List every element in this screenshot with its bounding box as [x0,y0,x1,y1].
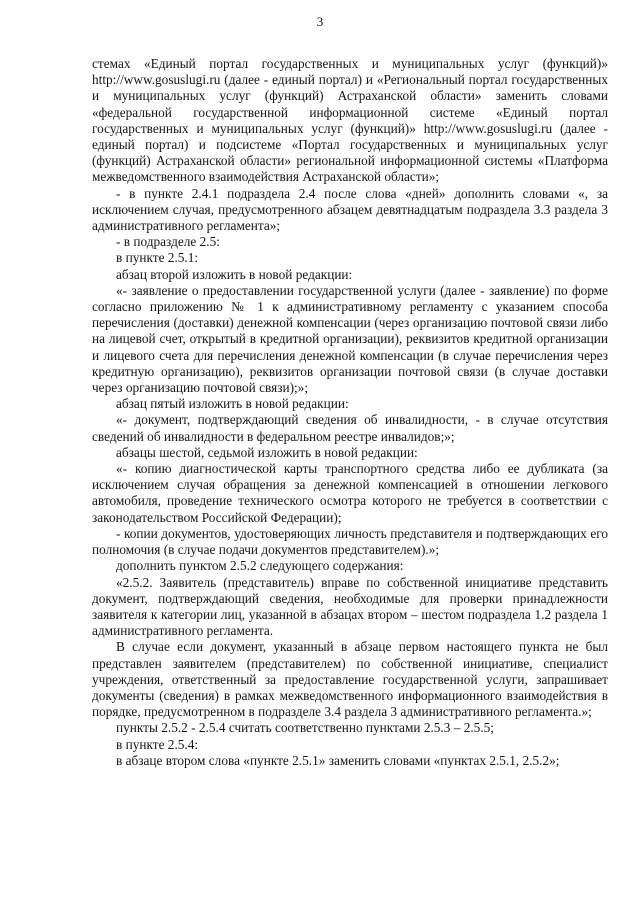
paragraph-14: В случае если документ, указанный в абзаце первом настоящего пункта не был представлен заявителем (представителем) по собственной инициативе, специалист учреждения, ответственный за предоставление государственной услуги, запрашивает документы (сведения) в рамках межведомственного информационного взаимодействия в порядке, предусмотренном в подразделе 3.4 раздела 3 административного регламента.»; [92,639,608,720]
paragraph-9: абзацы шестой, седьмой изложить в новой редакции: [116,444,418,460]
paragraph-5: абзац второй изложить в новой редакции: [116,266,353,282]
paragraph-16: в пункте 2.5.4: [116,736,199,752]
document-body [92,56,608,769]
paragraph-1: стемах «Единый портал государственных и муниципальных услуг (функций)» http://www.gosuslugi.ru (далее - единый портал) и «Региональный портал государственных и муниципальных услуг (функций) Астраханской области» заменить словами «федеральной государственной информационной системе «Единый портал государственных и муниципальных услуг (функций)» http://www.gosuslugi.ru (далее - единый портал) и подсистеме «Портал государственных и муниципальных услуг (функций) Астраханской области» региональной информационной системы «Платформа межведомственного взаимодействия Астраханской области»; [92,56,608,185]
paragraph-12: дополнить пунктом 2.5.2 следующего содержания: [116,558,404,574]
paragraph-3: - в подразделе 2.5: [116,234,220,250]
paragraph-10: «- копию диагностической карты транспортного средства либо ее дубликата (за исключением случая обращения за денежной компенсацией в отношении легкового автомобиля, проведение технического осмотра которого не требуется в соответствии с законодательством Российской Федерации); [92,461,608,525]
page-number: 3 [316,14,324,29]
paragraph-6: «- заявление о предоставлении государственной услуги (далее - заявление) по форме согласно приложению № 1 к административному регламенту с указанием способа перечисления (доставки) денежной компенсации (через организацию почтовой связи либо на лицевой счет, открытый в кредитной организации), реквизитов кредитной организации и лицевого счета для перечисления денежной компенсации (в случае перечисления через кредитную организацию), реквизитов организации почтовой связи (в случае доставки через организацию почтовой связи);»; [92,282,608,396]
paragraph-2: - в пункте 2.4.1 подраздела 2.4 после слова «дней» дополнить словами «, за исключением случая, предусмотренного абзацем девятнадцатым подраздела 3.3 раздела 3 административного регламента»; [92,185,608,234]
paragraph-13: «2.5.2. Заявитель (представитель) вправе по собственной инициативе представить документ, подтверждающий сведения, необходимые для проверки принадлежности заявителя к категории лиц, указанной в абзацах втором – шестом подраздела 1.2 раздела 1 административного регламента. [92,574,608,639]
paragraph-15: пункты 2.5.2 - 2.5.4 считать соответственно пунктами 2.5.3 – 2.5.5; [116,720,494,736]
paragraph-11: - копии документов, удостоверяющих личность представителя и подтверждающих его полномочия (в случае подачи документов представителем).»; [92,525,608,558]
paragraph-8: «- документ, подтверждающий сведения об инвалидности, - в случае отсутствия сведений об инвалидности в федеральном реестре инвалидов;»; [92,412,608,444]
paragraph-4: в пункте 2.5.1: [116,250,199,266]
paragraph-17: в абзаце втором слова «пункте 2.5.1» заменить словами «пунктах 2.5.1, 2.5.2»; [116,752,560,768]
paragraph-7: абзац пятый изложить в новой редакции: [116,396,349,412]
